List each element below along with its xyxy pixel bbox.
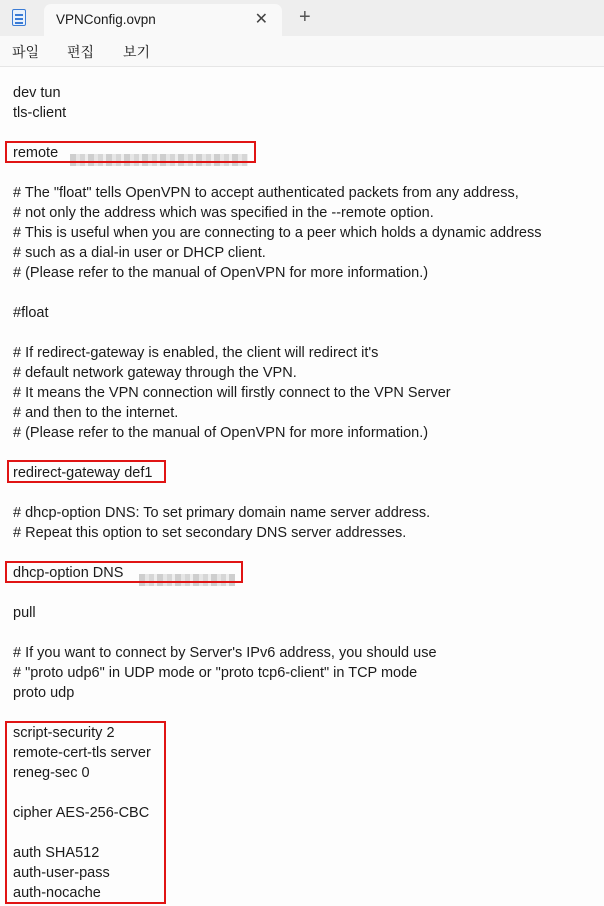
editor-line: dhcp-option DNS	[13, 565, 124, 581]
editor-line: auth-user-pass	[13, 865, 110, 881]
redacted-remote-address	[70, 154, 248, 166]
editor-line: # (Please refer to the manual of OpenVPN for more information.)	[13, 265, 429, 281]
editor-line: # not only the address which was specified in the --remote option.	[13, 205, 434, 221]
menu-edit[interactable]: 편집	[67, 45, 95, 61]
editor-line: remote	[13, 145, 59, 161]
tab-title: VPNConfig.ovpn	[56, 12, 156, 27]
editor-line: # (Please refer to the manual of OpenVPN for more information.)	[13, 425, 429, 441]
editor-line: # Repeat this option to set secondary DNS server addresses.	[13, 525, 407, 541]
editor-line: tls-client	[13, 105, 67, 121]
editor-line: dev tun	[13, 85, 61, 101]
notepad-icon	[12, 9, 26, 26]
editor-line: pull	[13, 605, 36, 621]
menu-bar	[0, 36, 604, 67]
editor-line: #float	[13, 305, 49, 321]
editor-line: reneg-sec 0	[13, 765, 90, 781]
menu-file[interactable]: 파일	[12, 45, 40, 61]
editor-line: # default network gateway through the VPN.	[13, 365, 297, 381]
editor-line: auth SHA512	[13, 845, 100, 861]
editor-line: # This is useful when you are connecting to a peer which holds a dynamic address	[13, 225, 542, 241]
editor-line: # "proto udp6" in UDP mode or "proto tcp6-client" in TCP mode	[13, 665, 418, 681]
editor-line: script-security 2	[13, 725, 115, 741]
editor-line: auth-nocache	[13, 885, 101, 901]
title-bar	[0, 0, 604, 36]
editor-line: remote-cert-tls server	[13, 745, 151, 761]
tab-vpnconfig[interactable]	[44, 4, 282, 36]
editor-line: redirect-gateway def1	[13, 465, 153, 481]
editor-line: # such as a dial-in user or DHCP client.	[13, 245, 266, 261]
editor-line: # and then to the internet.	[13, 405, 179, 421]
close-tab-icon[interactable]: ✕	[254, 11, 268, 28]
editor-line: # It means the VPN connection will firstly connect to the VPN Server	[13, 385, 451, 401]
editor-line: # If redirect-gateway is enabled, the client will redirect it's	[13, 345, 379, 361]
editor-line: proto udp	[13, 685, 75, 701]
new-tab-button[interactable]: +	[299, 6, 311, 28]
editor-line: # dhcp-option DNS: To set primary domain name server address.	[13, 505, 431, 521]
editor-line: # The "float" tells OpenVPN to accept authenticated packets from any address,	[13, 185, 519, 201]
editor-line: cipher AES-256-CBC	[13, 805, 150, 821]
redacted-dns-address	[139, 574, 235, 586]
menu-view[interactable]: 보기	[123, 45, 151, 61]
text-editor[interactable]	[0, 67, 604, 906]
editor-line: # If you want to connect by Server's IPv6 address, you should use	[13, 645, 437, 661]
